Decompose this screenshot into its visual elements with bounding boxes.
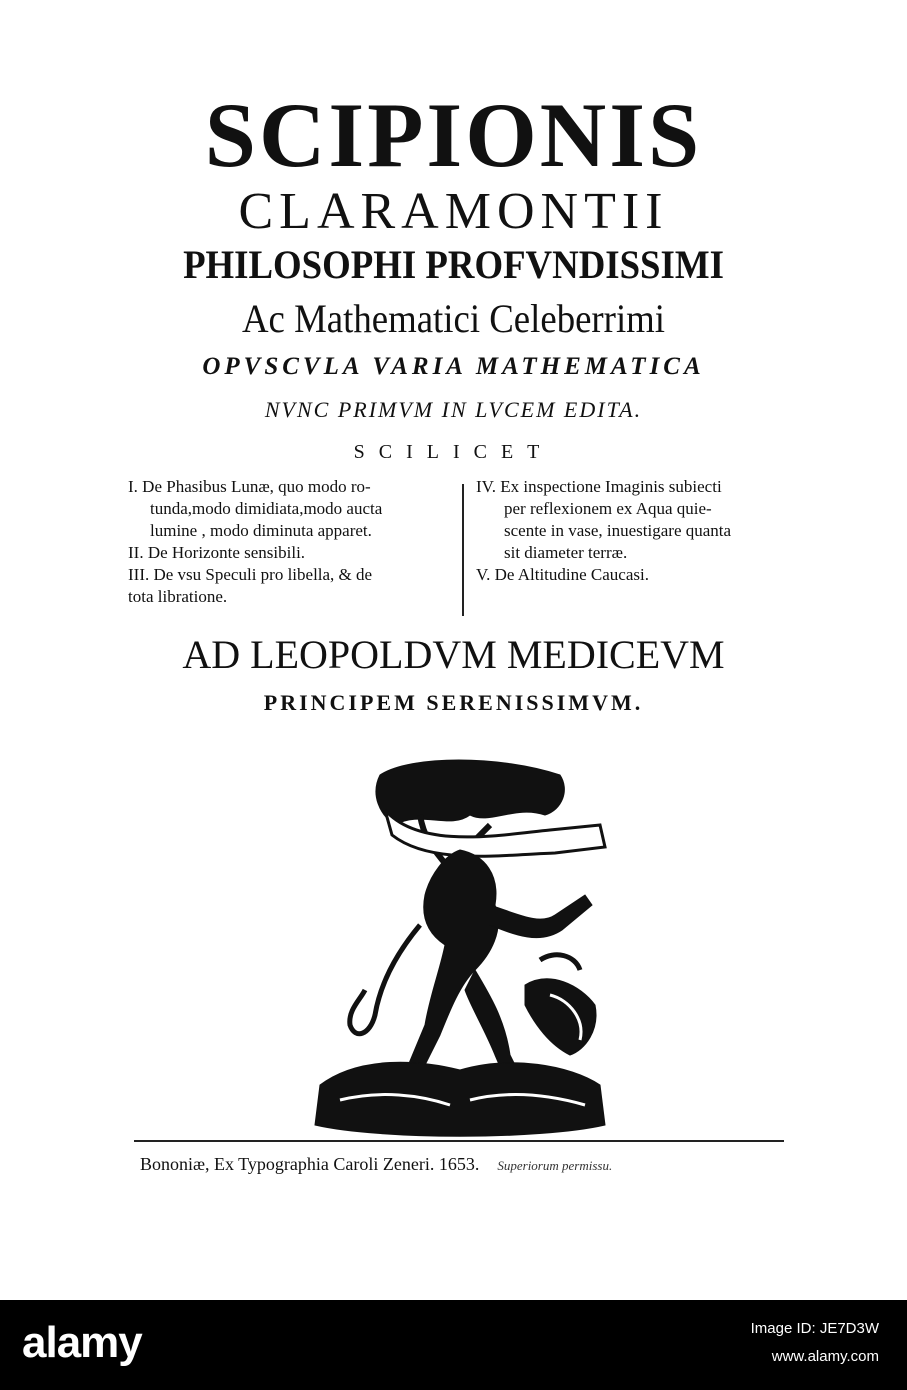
contents-line: lumine , modo diminuta apparet. bbox=[150, 521, 372, 540]
contents-line: sit diameter terræ. bbox=[504, 543, 628, 562]
contents-right-column bbox=[476, 476, 796, 586]
imprint-rule bbox=[134, 1140, 784, 1142]
contents-line: tunda,modo dimidiata,modo aucta bbox=[150, 499, 383, 518]
footer-url: www.alamy.com bbox=[771, 1348, 879, 1365]
dedication-line-2: PRINCIPEM SERENISSIMVM. bbox=[263, 690, 644, 715]
contents-line: I. De Phasibus Lunæ, quo modo ro- bbox=[128, 477, 371, 496]
contents-line: per reflexionem ex Aqua quie- bbox=[504, 499, 712, 518]
scilicet-heading: SCILICET bbox=[353, 441, 554, 463]
book-title-line: OPVSCVLA VARIA MATHEMATICA bbox=[202, 353, 705, 380]
contents-line: II. De Horizonte sensibili. bbox=[128, 543, 306, 562]
book-subtitle-line: NVNC PRIMVM IN LVCEM EDITA. bbox=[264, 397, 643, 422]
contents-line: III. De vsu Speculi pro libella, & de bbox=[128, 565, 373, 584]
contents-line: tota libratione. bbox=[128, 587, 228, 606]
contents-line: IV. Ex inspectione Imaginis subiecti bbox=[476, 477, 722, 496]
imprint bbox=[140, 1154, 790, 1175]
column-divider bbox=[462, 484, 464, 616]
image-id-label: Image ID: JE7D3W bbox=[750, 1320, 879, 1337]
hercules-woodcut-image bbox=[300, 755, 610, 1140]
dedication-line: AD LEOPOLDVM MEDICEVM bbox=[182, 632, 725, 677]
author-epithet-line-2: Ac Mathematici Celeberrimi bbox=[241, 296, 666, 341]
contents-line: V. De Altitudine Caucasi. bbox=[476, 565, 649, 584]
alamy-logo: alamy bbox=[22, 1318, 142, 1367]
imprint-text: Bononiæ, Ex Typographia Caroli Zeneri. 1653. bbox=[140, 1154, 480, 1174]
imprint-note: Superiorum permissu. bbox=[497, 1158, 613, 1173]
contents-line: scente in vase, inuestigare quanta bbox=[504, 521, 732, 540]
contents-left-column bbox=[128, 476, 458, 608]
author-surname-line: CLARAMONTII bbox=[238, 183, 669, 240]
watermark-footer bbox=[0, 1300, 907, 1390]
author-name-line: SCIPIONIS bbox=[204, 84, 703, 186]
author-epithet-line: PHILOSOPHI PROFVNDISSIMI bbox=[183, 242, 724, 287]
